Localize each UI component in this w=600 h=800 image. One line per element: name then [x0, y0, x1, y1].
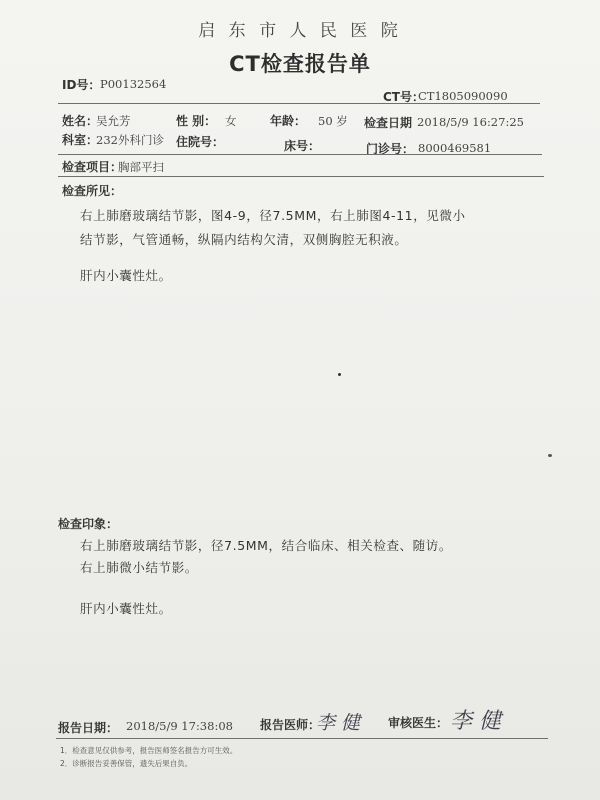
id-value: P00132564 — [100, 77, 167, 91]
note-1: 1．检查意见仅供参考，报告医师签名报告方可生效。 — [60, 746, 238, 755]
name-value: 吴允芳 — [96, 114, 131, 128]
age-label: 年龄： — [270, 114, 307, 128]
exam-date-label: 检查日期 — [364, 116, 413, 130]
id-label: ID号： — [62, 78, 101, 92]
paper-speck — [338, 373, 341, 376]
findings-line-2: 结节影，气管通畅，纵隔内结构欠清，双侧胸腔无积液。 — [80, 232, 408, 247]
name-label: 姓名： — [62, 114, 99, 128]
gender-value: 女 — [225, 114, 237, 128]
reviewer-label: 审核医生： — [388, 716, 449, 730]
hospital-name: 启 东 市 人 民 医 院 — [198, 21, 402, 41]
report-title: CT检查报告单 — [229, 52, 371, 76]
gender-label: 性 别： — [176, 114, 217, 128]
findings-line-3: 肝内小囊性灶。 — [80, 268, 172, 283]
dept-label: 科室： — [62, 133, 99, 147]
exam-date-value: 2018/5/9 16:27:25 — [417, 115, 524, 129]
inpatient-label: 住院号： — [176, 135, 225, 149]
impression-line-3: 肝内小囊性灶。 — [80, 601, 172, 616]
divider-patient — [58, 154, 542, 155]
note-2: 2．诊断报告妥善保管，遗失后果自负。 — [60, 759, 193, 768]
findings-line-1: 右上肺磨玻璃结节影，图4-9，径7.5MM，右上肺图4-11，见微小 — [80, 208, 466, 223]
impression-label: 检查印象： — [58, 517, 119, 531]
impression-line-2: 右上肺微小结节影。 — [80, 560, 198, 575]
divider-item — [58, 176, 544, 177]
age-value: 50 岁 — [318, 114, 348, 128]
exam-item-label: 检查项目： — [62, 160, 123, 174]
reviewer-signature: 李 健 — [450, 709, 501, 734]
ct-value: CT1805090090 — [418, 89, 508, 103]
report-doctor-signature: 李 健 — [316, 712, 361, 734]
outpatient-label: 门诊号： — [366, 142, 415, 156]
outpatient-value: 8000469581 — [418, 141, 492, 155]
divider-top — [58, 103, 540, 104]
exam-item-value: 胸部平扫 — [118, 160, 164, 174]
report-doctor-label: 报告医师： — [260, 718, 321, 732]
divider-footer — [56, 738, 548, 739]
dept-value: 232外科门诊 — [96, 133, 164, 147]
paper-speck — [548, 454, 552, 457]
ct-label: CT号： — [383, 90, 424, 104]
report-date-value: 2018/5/9 17:38:08 — [126, 719, 233, 733]
report-date-label: 报告日期： — [58, 721, 119, 735]
impression-line-1: 右上肺磨玻璃结节影，径7.5MM，结合临床、相关检查、随访。 — [80, 538, 452, 553]
findings-label: 检查所见： — [62, 184, 123, 198]
bed-label: 床号： — [284, 139, 321, 153]
